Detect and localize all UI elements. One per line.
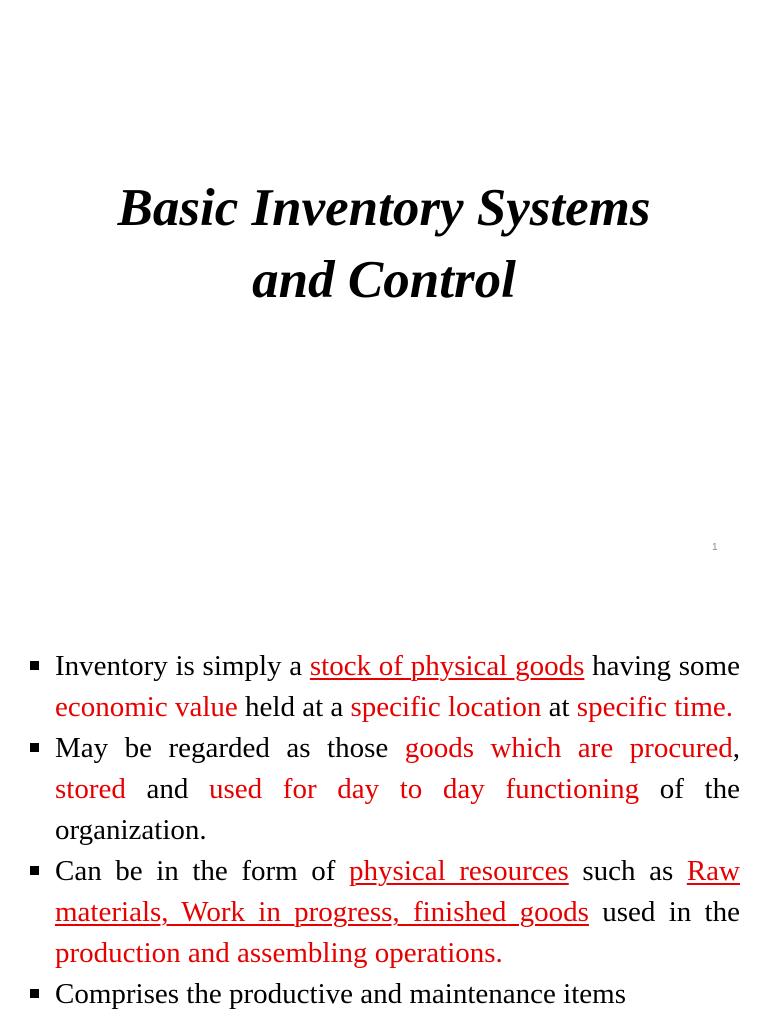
- text: at: [541, 691, 577, 723]
- text: ,: [732, 732, 740, 764]
- text: Inventory is simply a: [55, 650, 310, 682]
- title-line-1: Basic Inventory Systems: [117, 179, 651, 237]
- slide-title: [0, 172, 768, 316]
- text: Comprises the productive and maintenance items: [55, 978, 626, 1010]
- text: of the organization.: [55, 773, 740, 846]
- title-line-2: and Control: [252, 251, 516, 309]
- highlight-text: Raw materials, Work in progress, finished goods: [55, 855, 740, 928]
- text: such as: [568, 855, 687, 887]
- highlight-text: used for day to day functioning: [209, 773, 640, 805]
- highlight-text: goods which are procured: [404, 732, 733, 764]
- bullet-item-definition: [55, 646, 740, 728]
- text: May be regarded as those: [55, 732, 405, 764]
- text: and: [125, 773, 210, 805]
- bullet-item-comprises: [55, 974, 740, 1015]
- bullet-item-form: [55, 851, 740, 974]
- highlight-text: specific location: [350, 691, 542, 723]
- highlight-text: economic value: [55, 691, 238, 723]
- highlight-text: physical resources: [349, 855, 569, 887]
- bullet-list: [55, 646, 740, 1015]
- text: having some: [584, 650, 740, 682]
- highlight-text: production and assembling operations.: [55, 937, 503, 969]
- text: used in the: [588, 896, 740, 928]
- highlight-text: specific time.: [576, 691, 734, 723]
- text: Can be in the form of: [55, 855, 350, 887]
- highlight-text: stored: [55, 773, 126, 805]
- page-number: 1: [712, 542, 718, 553]
- bullet-item-goods: [55, 728, 740, 851]
- text: held at a: [237, 691, 351, 723]
- highlight-text: stock of physical goods: [309, 650, 585, 682]
- content-slide: [0, 590, 768, 1024]
